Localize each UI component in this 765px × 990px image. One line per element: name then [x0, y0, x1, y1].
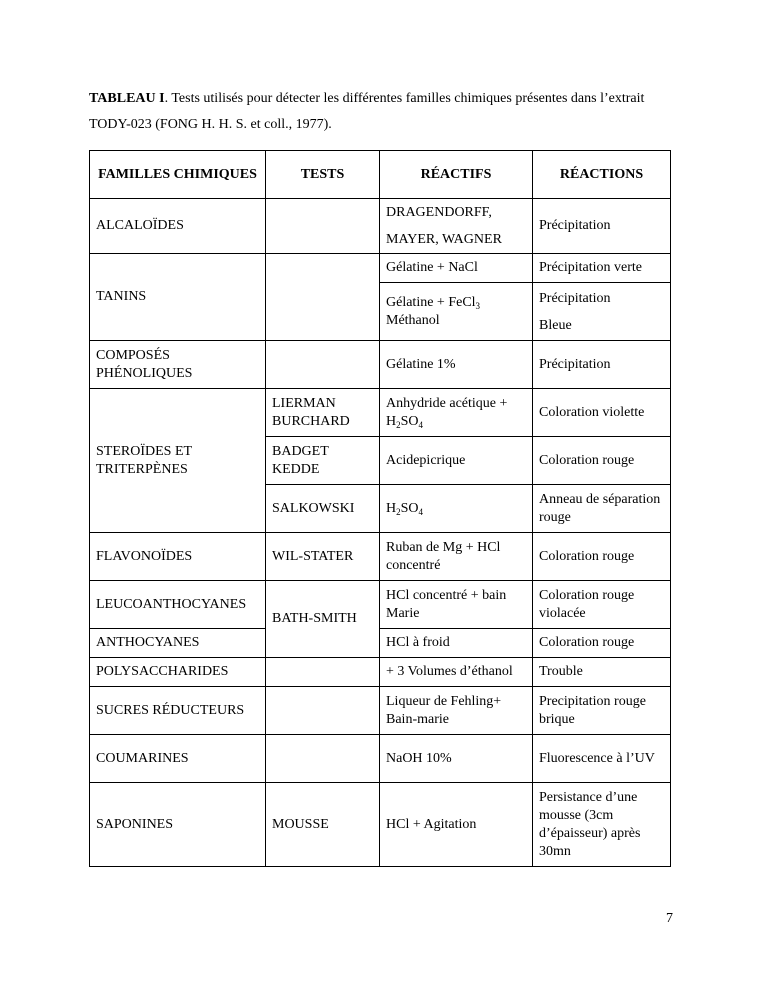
table-caption: [89, 86, 689, 138]
table-row: [90, 687, 671, 735]
table-row: [90, 389, 671, 437]
table-row: [90, 629, 671, 658]
test-cell: LIERMAN BURCHARD: [266, 389, 380, 437]
table-row: [90, 254, 671, 283]
test-cell: [266, 341, 380, 389]
test-cell: [266, 199, 380, 254]
reaction-cell: Persistance d’une mousse (3cm d’épaisseur) après 30mn: [533, 783, 671, 867]
header-row: [90, 151, 671, 199]
reaction-cell: Précipitation: [533, 341, 671, 389]
reactif-cell: Gélatine + NaCl: [380, 254, 533, 283]
reaction-line: Bleue: [539, 317, 572, 333]
famille-cell: POLYSACCHARIDES: [90, 658, 266, 687]
reaction-cell: Fluorescence à l’UV: [533, 735, 671, 783]
reaction-cell: Précipitation verte: [533, 254, 671, 283]
header-familles: FAMILLES CHIMIQUES: [90, 151, 266, 199]
reactif-cell: Liqueur de Fehling+ Bain-marie: [380, 687, 533, 735]
page-number: 7: [666, 911, 673, 926]
test-cell: SALKOWSKI: [266, 485, 380, 533]
reaction-cell: Coloration rouge: [533, 629, 671, 658]
header-reactions: RÉACTIONS: [533, 151, 671, 199]
reactif-cell: NaOH 10%: [380, 735, 533, 783]
reactif-cell: [380, 199, 533, 254]
test-cell: [266, 254, 380, 341]
famille-cell: SUCRES RÉDUCTEURS: [90, 687, 266, 735]
reactif-line: MAYER, WAGNER: [386, 232, 502, 247]
famille-cell: TANINS: [90, 254, 266, 341]
caption-text: . Tests utilisés pour détecter les différentes familles chimiques présentes dans l’extrait TODY-023 (FONG H. H. S. et coll., 1977).: [89, 91, 645, 132]
test-cell: [266, 687, 380, 735]
reactif-text: SO: [400, 500, 419, 516]
test-cell: [266, 735, 380, 783]
famille-cell: COMPOSÉS PHÉNOLIQUES: [90, 341, 266, 389]
reactif-cell: HCl concentré + bain Marie: [380, 581, 533, 629]
table-row: [90, 581, 671, 629]
chemical-tests-table: [89, 150, 671, 867]
famille-cell: SAPONINES: [90, 783, 266, 867]
table-row: [90, 783, 671, 867]
reaction-cell: Coloration violette: [533, 389, 671, 437]
famille-cell: LEUCOANTHOCYANES: [90, 581, 266, 629]
reactif-text: Anhydride acétique + H: [386, 395, 508, 429]
subscript: 4: [418, 419, 424, 430]
table-row: [90, 341, 671, 389]
reactif-cell: [380, 485, 533, 533]
reaction-line: Précipitation: [539, 290, 611, 306]
reactif-cell: Acidepicrique: [380, 437, 533, 485]
reactif-text: Méthanol: [386, 312, 440, 328]
table-row: [90, 735, 671, 783]
reaction-cell: Trouble: [533, 658, 671, 687]
test-cell: BADGET KEDDE: [266, 437, 380, 485]
reaction-cell: Précipitation: [533, 199, 671, 254]
subscript: 2: [396, 506, 401, 517]
reaction-cell: Coloration rouge: [533, 533, 671, 581]
reactif-cell: HCl + Agitation: [380, 783, 533, 867]
reaction-cell: [533, 283, 671, 341]
famille-cell: STEROÏDES ET TRITERPÈNES: [90, 389, 266, 533]
header-reactifs: RÉACTIFS: [380, 151, 533, 199]
famille-cell: ALCALOÏDES: [90, 199, 266, 254]
subscript: 3: [475, 300, 481, 311]
test-cell: MOUSSE: [266, 783, 380, 867]
reactif-text: SO: [400, 413, 419, 429]
reactif-cell: Ruban de Mg + HCl concentré: [380, 533, 533, 581]
table-row: [90, 533, 671, 581]
reactif-line: DRAGENDORFF,: [386, 205, 492, 220]
subscript: 4: [418, 506, 424, 517]
reactif-text: Gélatine + FeCl: [386, 294, 476, 310]
reaction-cell: Precipitation rouge brique: [533, 687, 671, 735]
reactif-cell: [380, 283, 533, 341]
header-tests: TESTS: [266, 151, 380, 199]
test-cell: WIL-STATER: [266, 533, 380, 581]
famille-cell: ANTHOCYANES: [90, 629, 266, 658]
famille-cell: FLAVONOÏDES: [90, 533, 266, 581]
reaction-cell: Anneau de séparation rouge: [533, 485, 671, 533]
test-cell: BATH-SMITH: [266, 581, 380, 658]
reactif-cell: + 3 Volumes d’éthanol: [380, 658, 533, 687]
table-row: [90, 199, 671, 254]
subscript: 2: [396, 419, 401, 430]
reaction-cell: Coloration rouge: [533, 437, 671, 485]
reactif-cell: Gélatine 1%: [380, 341, 533, 389]
table-row: [90, 658, 671, 687]
test-cell: [266, 658, 380, 687]
famille-cell: COUMARINES: [90, 735, 266, 783]
reactif-cell: HCl à froid: [380, 629, 533, 658]
reactif-text: H: [386, 500, 397, 516]
reactif-cell: [380, 389, 533, 437]
reaction-cell: Coloration rouge violacée: [533, 581, 671, 629]
caption-label: TABLEAU I: [89, 91, 165, 106]
